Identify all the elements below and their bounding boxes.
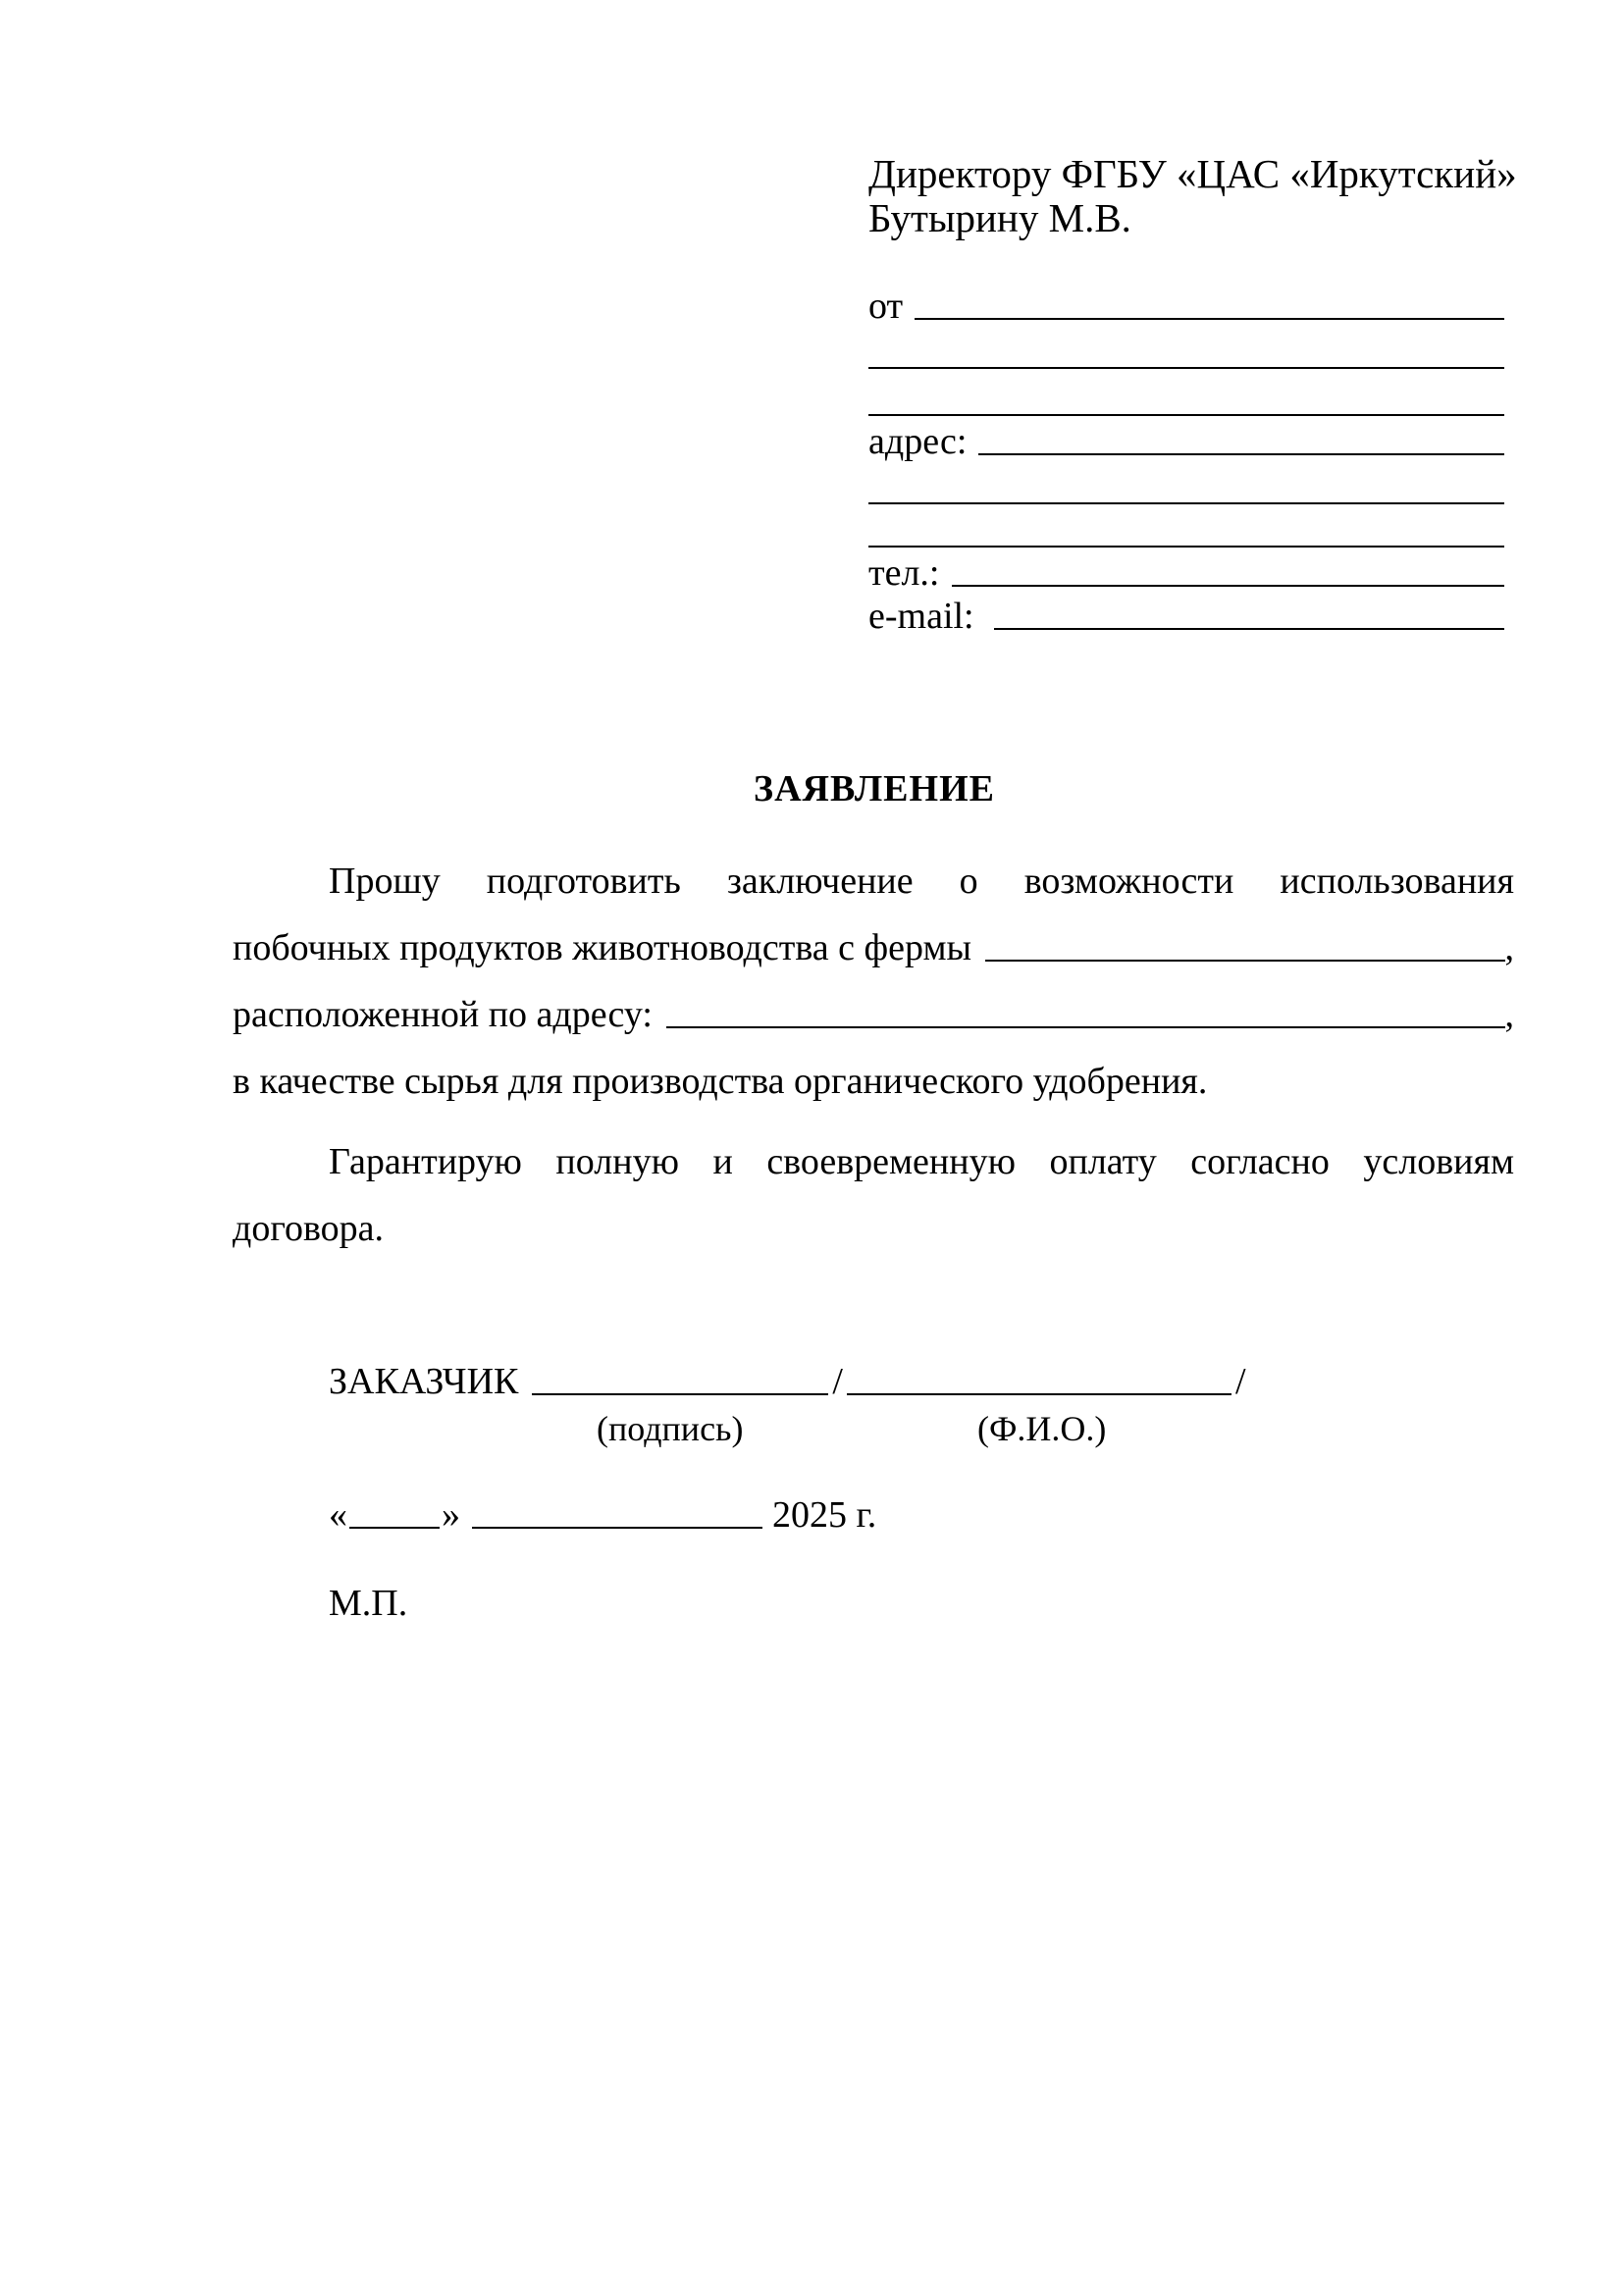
farm-address-fill-line[interactable] [666,1026,1505,1028]
paragraph-1-line-2 [233,926,1514,969]
date-row [329,1493,876,1537]
address-label: адрес: [868,421,968,462]
from-fill-line-2[interactable] [868,367,1504,369]
customer-label: ЗАКАЗЧИК [329,1361,519,1402]
addressee-line-2: Бутырину М.В. [868,195,1131,240]
signature-fill-line[interactable] [532,1393,828,1395]
farm-text: побочных продуктов животноводства с фермы [233,927,972,968]
addressee-block [868,152,1517,240]
from-field[interactable] [868,285,1504,328]
year-text: 2025 г. [772,1494,877,1536]
paragraph-1-line-1: Прошу подготовить заключение о возможности использования [329,861,1514,902]
email-label: e-mail: [868,596,974,637]
from-fill-line-3[interactable] [868,414,1504,416]
date-close-quote: » [442,1494,460,1536]
address-fill-line-2[interactable] [868,502,1504,504]
farm-address-text: расположенной по адресу: [233,994,653,1035]
farm-comma: , [1504,927,1514,968]
farm-address-comma: , [1504,994,1514,1035]
paragraph-2-line-2: договора. [233,1208,385,1249]
phone-label: тел.: [868,552,940,594]
farm-fill-line[interactable] [985,960,1504,962]
email-field[interactable] [868,595,1504,638]
day-fill-line[interactable] [349,1527,440,1529]
signature-slash-2: / [1234,1361,1246,1402]
from-fill-line[interactable] [915,318,1504,320]
from-label: от [868,286,904,327]
email-fill-line[interactable] [994,628,1504,630]
stamp-label: М.П. [329,1583,408,1624]
document-title: ЗАЯВЛЕНИЕ [754,768,995,809]
address-fill-line[interactable] [978,453,1504,455]
paragraph-2-line-1: Гарантирую полную и своевременную оплату согласно условиям [329,1141,1514,1182]
signature-slash-1: / [832,1361,843,1402]
name-fill-line[interactable] [847,1393,1231,1395]
phone-field[interactable] [868,551,1504,595]
address-field[interactable] [868,420,1504,463]
address-fill-line-3[interactable] [868,546,1504,548]
signature-caption: (подпись) [597,1409,744,1448]
name-caption: (Ф.И.О.) [977,1409,1107,1448]
paragraph-1-line-3 [233,993,1514,1036]
phone-fill-line[interactable] [952,585,1505,587]
addressee-line-1: Директору ФГБУ «ЦАС «Иркутский» [868,151,1517,196]
customer-signature-row [329,1360,1246,1403]
date-open-quote: « [329,1494,347,1536]
paragraph-1-line-4: в качестве сырья для производства органического удобрения. [233,1061,1208,1102]
month-fill-line[interactable] [472,1527,762,1529]
